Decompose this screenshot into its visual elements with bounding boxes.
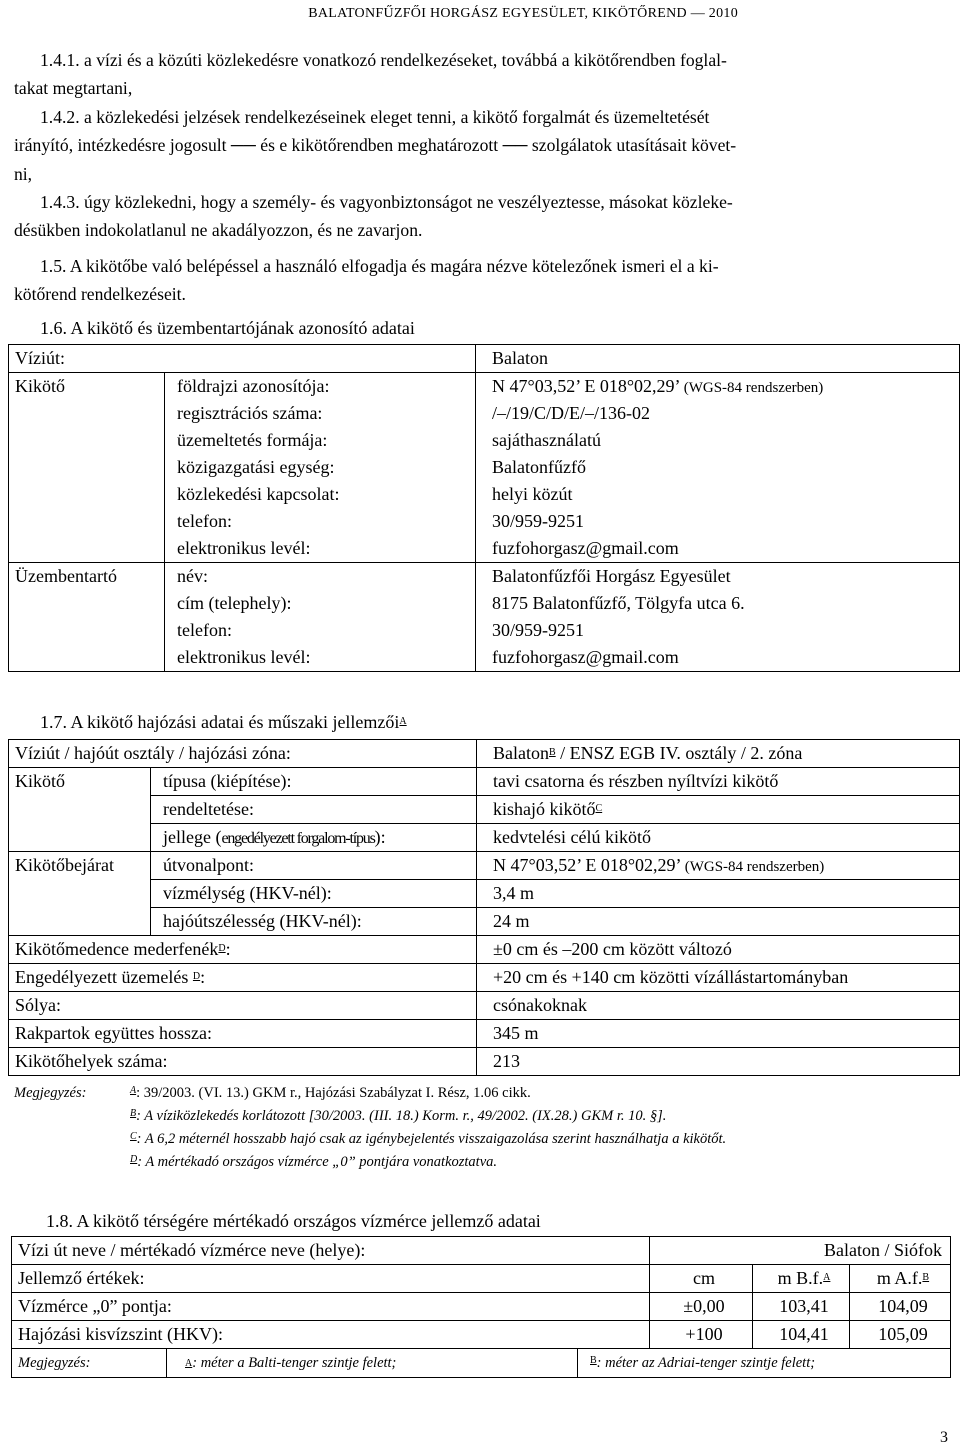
- table-row: [9, 880, 960, 908]
- kikoto-value: helyi közút: [476, 481, 960, 508]
- gauge-name-key: Vízi út neve / mértékadó vízmérce neve (helye):: [12, 1237, 650, 1265]
- col-adriatic: [850, 1265, 951, 1293]
- gauge-note-b-text: : méter az Adriai-tenger szintje felett;: [596, 1354, 816, 1371]
- kikoto-key: regisztrációs száma:: [165, 400, 476, 427]
- gauge-notes-row: [12, 1349, 951, 1378]
- harbour-table: [8, 739, 960, 1076]
- note-text: : A mértékadó országos vízmérce „0” pontjára vonatkoztatva.: [137, 1154, 498, 1170]
- utvonal-key: útvonalpont:: [151, 852, 477, 880]
- jelleg-key-c: ):: [374, 827, 386, 847]
- note-c: [130, 1131, 726, 1148]
- table-row: [9, 768, 960, 796]
- gauge-table: [11, 1236, 951, 1378]
- footnote-marker: C: [595, 803, 603, 814]
- footnote-marker: A: [185, 1357, 193, 1369]
- note-d: [130, 1154, 497, 1171]
- gauge-note-a-text: : méter a Balti-tenger szintje felett;: [192, 1354, 397, 1371]
- gauge-note-b: [578, 1355, 815, 1372]
- meder-key: Kikötőmedence mederfenék$^D$:: [9, 936, 477, 964]
- kikoto-key: közlekedési kapcsolat:: [165, 481, 476, 508]
- kikoto-label: Kikötő: [9, 373, 165, 563]
- table-row: [9, 345, 960, 373]
- col-adriatic-text: m A.f.: [876, 1268, 923, 1288]
- footnote-marker: D: [130, 1154, 138, 1165]
- uzemeles-value: +20 cm és +140 cm közötti vízállástartományban: [477, 964, 960, 992]
- solya-value: csónakoknak: [477, 992, 960, 1020]
- footnote-marker: A: [823, 1272, 831, 1283]
- viziut-label: Víziút:: [9, 345, 476, 373]
- hajoutszelesseg-value: 24 m: [477, 908, 960, 936]
- operator-label: Üzembentartó: [9, 563, 165, 672]
- kikoto-value-note: (WGS-84 rendszerben): [683, 380, 824, 396]
- solya-key: Sólya:: [9, 992, 477, 1020]
- kikoto-key: közigazgatási egység:: [165, 454, 476, 481]
- table-row: [9, 1020, 960, 1048]
- table-row: [9, 796, 960, 824]
- jelleg-key: [151, 824, 477, 852]
- rakpart-key: Rakpartok együttes hossza:: [9, 1020, 477, 1048]
- para-1-4-1-line2: takat megtartani,: [14, 78, 133, 98]
- footnote-marker: B: [922, 1272, 930, 1283]
- zero-baltic: 103,41: [753, 1293, 850, 1321]
- table-row: [9, 373, 960, 401]
- footnote-marker: D: [192, 971, 201, 982]
- zero-cm: ±0,00: [650, 1293, 753, 1321]
- table-row: [9, 852, 960, 880]
- uzemeles-key: Engedélyezett üzemelés $^D$:: [9, 964, 477, 992]
- kikoto-key: üzemeltetés formája:: [165, 427, 476, 454]
- table-row: [9, 824, 960, 852]
- bejarat-label: Kikötőbejárat: [9, 852, 151, 936]
- table-row: [12, 1321, 951, 1349]
- vizmelyseg-key: vízmélység (HKV-nél):: [151, 880, 477, 908]
- meder-key-text: Kikötőmedence mederfenék: [15, 939, 219, 959]
- para-1-4-3-line1: 1.4.3. úgy közlekedni, hogy a személy- és vagyonbiztonságot ne veszélyeztesse, másokat közleke-: [40, 192, 733, 212]
- page-number: 3: [940, 1429, 948, 1446]
- kikoto-value: sajáthasználatú: [476, 427, 960, 454]
- hajoutszelesseg-key: hajóútszélesség (HKV-nél):: [151, 908, 477, 936]
- kikoto-value: N 47°03,52’ E 018°02,29’: [492, 376, 680, 396]
- footnote-marker: B: [590, 1354, 597, 1366]
- viziut-value: Balaton: [476, 345, 960, 373]
- hkv-key: Hajózási kisvízszint (HKV):: [12, 1321, 650, 1349]
- rendeltetes-key: rendeltetése:: [151, 796, 477, 824]
- col-cm: cm: [650, 1265, 753, 1293]
- table-row: [9, 936, 960, 964]
- operator-value: 30/959-9251: [476, 617, 960, 644]
- jelleg-value: kedvtelési célú kikötő: [477, 824, 960, 852]
- uzemeles-key-text: Engedélyezett üzemelés: [15, 967, 189, 987]
- gauge-note-a: [167, 1349, 578, 1377]
- operator-value: 8175 Balatonfűzfő, Tölgyfa utca 6.: [476, 590, 960, 617]
- class-value-a: Balaton: [493, 743, 549, 763]
- footnote-marker: A: [130, 1085, 137, 1096]
- para-1-5-line1: 1.5. A kikötőbe való belépéssel a használó elfogadja és magára nézve kötelezőnek ismeri el a ki-: [40, 256, 719, 276]
- table-row: [9, 740, 960, 768]
- utvonal-value: N 47°03,52’ E 018°02,29’: [493, 855, 681, 875]
- operator-value: fuzfohorgasz@gmail.com: [476, 644, 960, 672]
- kikoto-value: Balatonfűzfő: [476, 454, 960, 481]
- meder-value: ±0 cm és –200 cm között változó: [477, 936, 960, 964]
- section-1-7-title-text: 1.7. A kikötő hajózási adatai és műszaki jellemzői: [40, 712, 400, 732]
- kikoto-value: fuzfohorgasz@gmail.com: [476, 535, 960, 563]
- notes-label: Megjegyzés:: [14, 1085, 87, 1101]
- rakpart-value: 345 m: [477, 1020, 960, 1048]
- table-row: [12, 1349, 951, 1378]
- operator-key: cím (telephely):: [165, 590, 476, 617]
- jelleg-key-a: jellege (: [163, 827, 222, 847]
- class-value: [477, 740, 960, 768]
- footnote-marker: B: [130, 1108, 137, 1119]
- zero-adriatic: 104,09: [850, 1293, 951, 1321]
- table-row: [9, 1048, 960, 1076]
- para-1-4-2-line3: ni,: [14, 164, 33, 184]
- utvonal-value-note: (WGS-84 rendszerben): [684, 859, 825, 875]
- hkv-adriatic: 105,09: [850, 1321, 951, 1349]
- kikoto-value: 30/959-9251: [476, 508, 960, 535]
- col-baltic: [753, 1265, 850, 1293]
- class-value-b: / ENSZ EGB IV. osztály / 2. zóna: [555, 743, 803, 763]
- zero-point-key: Vízmérce „0” pontja:: [12, 1293, 650, 1321]
- hkv-baltic: 104,41: [753, 1321, 850, 1349]
- rendeltetes-value: [477, 796, 960, 824]
- vizmelyseg-value: 3,4 m: [477, 880, 960, 908]
- section-1-8-title: 1.8. A kikötő térségére mértékadó országos vízmérce jellemző adatai: [46, 1211, 541, 1231]
- table-row: [12, 1265, 951, 1293]
- kikoto-label: Kikötő: [9, 768, 151, 852]
- note-text: : A víziközlekedés korlátozott [30/2003. (III. 18.) Korm. r., 49/2002. (IX.28.) GKM r. 10. §].: [136, 1108, 667, 1124]
- footnote-marker: B: [549, 747, 556, 758]
- tipus-value: tavi csatorna és részben nyíltvízi kikötő: [477, 768, 960, 796]
- table-row: [12, 1293, 951, 1321]
- col-baltic-text: m B.f.: [777, 1268, 824, 1288]
- kikoto-value: /–/19/C/D/E/–/136-02: [476, 400, 960, 427]
- note-text: : A 6,2 méternél hosszabb hajó csak az igénybejelentés visszaigazolása szerint használhatja a kikötőt.: [136, 1131, 727, 1147]
- identity-table: [8, 344, 960, 672]
- footnote-marker: D: [218, 943, 226, 954]
- kikotohelyek-value: 213: [477, 1048, 960, 1076]
- kikotohelyek-key: Kikötőhelyek száma:: [9, 1048, 477, 1076]
- footnote-marker: C: [130, 1131, 137, 1142]
- operator-value: Balatonfűzfői Horgász Egyesület: [476, 563, 960, 591]
- para-1-4-2-line2: irányító, intézkedésre jogosult ── és e kikötőrendben meghatározott ── szolgálatok utasításait követ-: [14, 135, 737, 155]
- table-row: [9, 563, 960, 591]
- kikoto-key: telefon:: [165, 508, 476, 535]
- table-row: [9, 964, 960, 992]
- operator-key: név:: [165, 563, 476, 591]
- operator-key: elektronikus levél:: [165, 644, 476, 672]
- section-1-6-title: 1.6. A kikötő és üzembentartójának azonosító adatai: [40, 318, 415, 338]
- gauge-name-value: Balaton / Siófok: [650, 1237, 951, 1265]
- footnote-marker: A: [399, 716, 407, 727]
- table-row: [9, 908, 960, 936]
- tipus-key: típusa (kiépítése):: [151, 768, 477, 796]
- para-1-4-2-line1: 1.4.2. a közlekedési jelzések rendelkezéseinek eleget tenni, a kikötő forgalmát és üzemeltetését: [40, 107, 710, 127]
- note-a: [130, 1085, 531, 1102]
- table-row: [9, 992, 960, 1020]
- kikoto-key: elektronikus levél:: [165, 535, 476, 563]
- operator-key: telefon:: [165, 617, 476, 644]
- para-1-5-line2: kötőrend rendelkezéseit.: [14, 284, 186, 304]
- jelleg-key-b: engedélyezett forgalom-típus: [221, 830, 375, 847]
- hkv-cm: +100: [650, 1321, 753, 1349]
- gauge-note-label: Megjegyzés:: [12, 1349, 167, 1377]
- class-label: Víziút / hajóút osztály / hajózási zóna:: [9, 740, 477, 768]
- table-row: [12, 1237, 951, 1265]
- values-key: Jellemző értékek:: [12, 1265, 650, 1293]
- note-text: : 39/2003. (VI. 13.) GKM r., Hajózási Szabályzat I. Rész, 1.06 cikk.: [136, 1085, 531, 1101]
- para-1-4-1-line1: 1.4.1. a vízi és a közúti közlekedésre vonatkozó rendelkezéseket, továbbá a kikötőrendben foglal-: [40, 50, 727, 70]
- note-b: [130, 1108, 666, 1125]
- rendeltetes-text: kishajó kikötő: [493, 799, 596, 819]
- para-1-4-3-line2: désükben indokolatlanul ne akadályozzon, és ne zavarjon.: [14, 220, 423, 240]
- kikoto-key: földrajzi azonosítója:: [165, 373, 476, 401]
- section-1-7-title: [40, 712, 407, 733]
- running-header: BALATONFŰZFŐI HORGÁSZ EGYESÜLET, KIKÖTŐREND — 2010: [308, 6, 738, 21]
